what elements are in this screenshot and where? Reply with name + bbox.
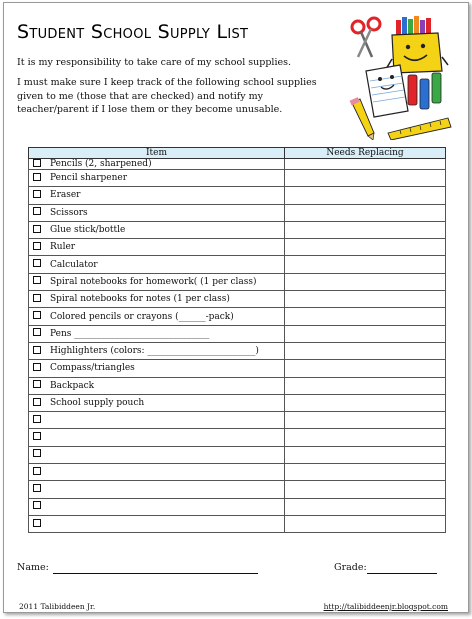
supply-item-cell [29,170,285,187]
needs-replacing-cell[interactable] [285,256,446,273]
supply-row [29,273,446,290]
supply-item-cell [29,221,285,238]
supply-item-label: Glue stick/bottle [50,225,126,236]
checkbox-icon[interactable] [33,501,41,509]
supply-row [29,446,446,463]
supply-row [29,394,446,411]
supply-row [29,308,446,325]
ruler-icon [388,118,451,140]
needs-replacing-cell[interactable] [285,221,446,238]
checkbox-icon[interactable] [33,449,41,457]
blog-link[interactable]: http://talibiddeenjr.blogspot.com [323,602,448,611]
supply-row [29,464,446,481]
checkbox-icon[interactable] [33,467,41,475]
checkbox-icon[interactable] [33,276,41,284]
needs-replacing-cell[interactable] [285,394,446,411]
supply-row [29,412,446,429]
supply-item-cell [29,342,285,359]
supply-row [29,221,446,238]
supply-item-cell [29,308,285,325]
grade-label: Grade: [334,562,367,573]
supply-item-label: Scissors [50,207,88,218]
checkbox-icon[interactable] [33,484,41,492]
intro-responsibility: It is my responsibility to take care of my school supplies. [17,57,292,68]
needs-replacing-cell[interactable] [285,170,446,187]
crayon-box-icon [386,16,448,73]
supply-item-cell [29,239,285,256]
checkbox-icon[interactable] [33,328,41,336]
needs-replacing-column-header: Needs Replacing [285,148,446,159]
name-field-line[interactable] [53,573,258,574]
supply-item-cell [29,187,285,204]
supply-item-cell [29,515,285,532]
needs-replacing-cell[interactable] [285,291,446,308]
supply-item-cell [29,256,285,273]
supply-item-cell [29,273,285,290]
supply-row [29,239,446,256]
supply-item-cell [29,498,285,515]
pencil-icon [350,97,374,140]
supply-list-page [3,2,469,613]
supply-item-label: Calculator [50,259,98,270]
supply-item-label: Compass/triangles [50,363,135,374]
checkbox-icon[interactable] [33,311,41,319]
supply-item-cell [29,429,285,446]
supply-row [29,256,446,273]
grade-field-line[interactable] [367,573,437,574]
needs-replacing-cell[interactable] [285,273,446,290]
supply-item-cell [29,159,285,170]
checkbox-icon[interactable] [33,242,41,250]
needs-replacing-cell[interactable] [285,515,446,532]
checkbox-icon[interactable] [33,190,41,198]
supply-item-cell [29,481,285,498]
supply-item-cell [29,394,285,411]
needs-replacing-cell[interactable] [285,239,446,256]
supply-item-cell [29,464,285,481]
supply-row [29,377,446,394]
supply-item-label: Pens ______________________________ [50,328,210,339]
copyright-credit: 2011 Talibiddeen Jr. [19,602,96,611]
item-column-header: Item [29,148,285,159]
supply-row [29,342,446,359]
page-title: Student School Supply List [17,21,249,43]
notebook-paper-icon [366,65,408,117]
needs-replacing-cell[interactable] [285,481,446,498]
supply-item-label: Pencils (2, sharpened) [50,159,152,169]
checkbox-icon[interactable] [33,207,41,215]
checkbox-icon[interactable] [33,432,41,440]
checkbox-icon[interactable] [33,173,41,181]
needs-replacing-cell[interactable] [285,498,446,515]
needs-replacing-cell[interactable] [285,464,446,481]
supply-item-cell [29,325,285,342]
supply-item-label: Spiral notebooks for notes (1 per class) [50,294,230,305]
supply-table-body [29,159,446,533]
supply-item-label: Backpack [50,380,95,391]
supply-item-cell [29,446,285,463]
supply-row [29,360,446,377]
supply-row [29,170,446,187]
checkbox-icon[interactable] [33,398,41,406]
needs-replacing-cell[interactable] [285,204,446,221]
needs-replacing-cell[interactable] [285,377,446,394]
supply-item-label: School supply pouch [50,398,145,408]
supply-item-label: Pencil sharpener [50,173,128,184]
checkbox-icon[interactable] [33,159,41,167]
supply-row [29,429,446,446]
checkbox-icon[interactable] [33,363,41,371]
supply-row [29,498,446,515]
needs-replacing-cell[interactable] [285,429,446,446]
supply-item-label: Eraser [50,190,81,201]
supply-item-cell [29,377,285,394]
checkbox-icon[interactable] [33,294,41,302]
supply-table [28,147,446,533]
needs-replacing-cell[interactable] [285,159,446,170]
supply-item-label: Spiral notebooks for homework( (1 per class) [50,276,257,287]
needs-replacing-cell[interactable] [285,187,446,204]
needs-replacing-cell[interactable] [285,342,446,359]
supply-item-cell [29,360,285,377]
checkbox-icon[interactable] [33,346,41,354]
supply-item-cell [29,412,285,429]
needs-replacing-cell[interactable] [285,412,446,429]
supply-row [29,325,446,342]
needs-replacing-cell[interactable] [285,446,446,463]
supply-row [29,187,446,204]
checkbox-icon[interactable] [33,225,41,233]
checkbox-icon[interactable] [33,415,41,423]
needs-replacing-cell[interactable] [285,308,446,325]
supply-item-cell [29,204,285,221]
supply-item-label: Colored pencils or crayons (______-pack) [50,311,234,322]
intro-instructions: I must make sure I keep track of the following school supplies given to me (those that are checked) and notify my teacher/parent if I lose them or they become unusable. [17,77,317,115]
checkbox-icon[interactable] [33,259,41,267]
scissors-icon [352,18,380,57]
supply-item-label: Ruler [50,242,76,253]
supply-item-cell [29,291,285,308]
markers-icon [408,73,441,109]
needs-replacing-cell[interactable] [285,325,446,342]
supply-row [29,159,446,170]
supply-item-label: Highlighters (colors: ________________________) [50,346,259,357]
supply-row [29,515,446,532]
supply-row [29,481,446,498]
checkbox-icon[interactable] [33,519,41,527]
checkbox-icon[interactable] [33,380,41,388]
supply-row [29,291,446,308]
name-label: Name: [17,562,49,573]
needs-replacing-cell[interactable] [285,360,446,377]
supply-row [29,204,446,221]
school-supplies-clipart [348,15,452,140]
